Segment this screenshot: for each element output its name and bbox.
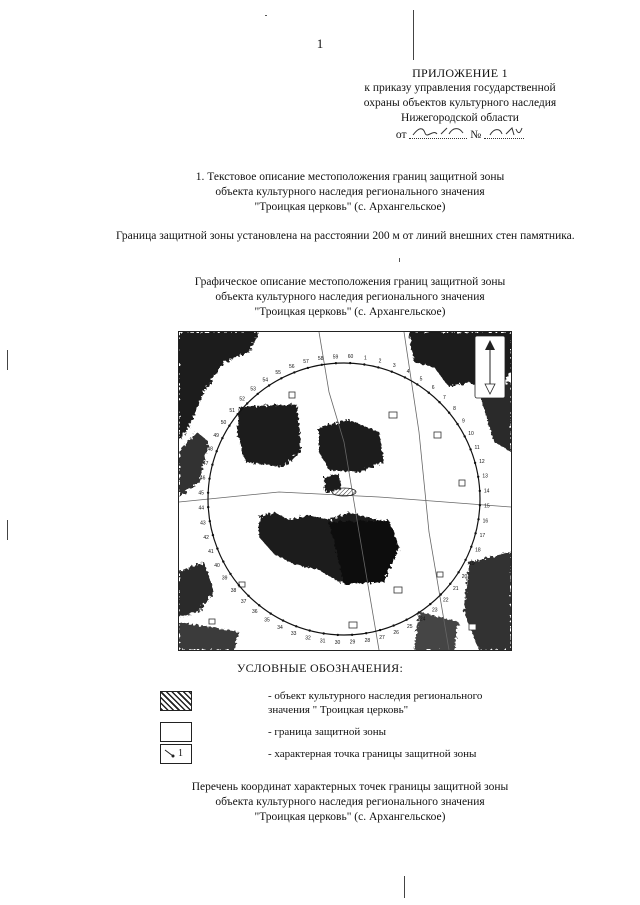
boundary-point-label: 41 [208,549,214,556]
boundary-point-label: 17 [479,533,486,539]
boundary-point [351,634,353,636]
speck [399,258,400,262]
legend-item3: - характерная точка границы защитной зоны [268,748,477,760]
boundary-swatch [160,722,192,742]
handwritten-number [484,127,524,139]
boundary-point-label: 43 [200,520,206,527]
boundary-point-label: 59 [332,354,339,361]
boundary-point-label: 50 [220,420,227,426]
boundary-point-label: 10 [468,431,474,438]
appendix-line1: к приказу управления государственной [364,82,556,94]
boundary-point-label: 27 [379,634,385,641]
boundary-point-label: 55 [275,370,281,376]
boundary-point [418,611,420,613]
boundary-point-label: 22 [443,597,449,604]
boundary-point [216,547,218,549]
boundary-point [429,603,431,605]
coordinates-list-heading [120,780,580,825]
scan-line-left [7,350,8,370]
boundary-point [207,506,209,508]
boundary-point-label: 45 [198,490,204,497]
section1-heading [120,170,580,215]
north-arrow-icon [475,336,505,398]
boundary-point-label: 11 [474,444,480,451]
boundary-point-label: 35 [264,617,270,624]
hatch-swatch [160,691,192,711]
boundary-point [337,634,339,636]
boundary-point [212,534,214,536]
scan-line-bottom [404,876,405,898]
boundary-point [449,583,451,585]
handwritten-date [409,127,467,139]
boundary-point [349,362,351,364]
boundary-point [228,425,230,427]
boundary-point-label: 60 [347,354,354,361]
graphic-heading [120,275,580,320]
boundary-point-label: 13 [482,473,488,480]
boundary-point-label: 30 [334,639,341,646]
boundary-point-label: 54 [262,377,269,384]
appendix-line3: Нижегородской области [401,112,519,124]
boundary-point [282,619,284,621]
boundary-point-label: 25 [407,624,413,630]
boundary-point-label: 46 [199,475,206,482]
point-symbol-label: 1 [178,748,183,759]
boundary-point [405,619,407,621]
boundary-point [208,478,210,480]
list-line2: объекта культурного наследия регионального значения [215,796,485,808]
boundary-point-label: 52 [239,396,245,403]
boundary-point-label: 14 [483,488,490,495]
boundary-point [309,629,311,631]
boundary-point [363,363,365,365]
boundary-point [474,462,476,464]
church-object [332,488,356,496]
boundary-point-label: 51 [229,407,235,414]
boundary-point-label: 4 [406,369,410,376]
boundary-point-label: 8 [453,406,456,413]
boundary-point [470,546,472,548]
legend-item-point [160,744,580,764]
boundary-point-label: 31 [319,638,326,645]
boundary-point-label: 24 [419,616,426,623]
boundary-point-label: 33 [290,630,297,637]
boundary-point [365,632,367,634]
boundary-point [477,518,479,520]
list-line1: Перечень координат характерных точек границы защитной зоны [191,781,509,793]
section1-line2: объекта культурного наследия регионального значения [215,186,485,198]
boundary-point-label: 47 [202,461,209,467]
graphic-line3: "Троицкая церковь" (с. Архангельское) [254,306,446,318]
boundary-point [416,383,418,385]
boundary-point [323,632,325,634]
boundary-point-label: 56 [289,363,295,370]
graphic-line1: Графическое описание местоположения границ защитной зоны [194,276,506,288]
boundary-point-label: 34 [277,624,283,631]
boundary-point [479,490,481,492]
list-line3: "Троицкая церковь" (с. Архангельское) [254,811,446,823]
boundary-point [247,595,249,597]
boundary-point [221,437,223,439]
boundary-point [293,371,295,373]
graphic-line2: объекта культурного наследия регионального значения [215,291,485,303]
boundary-point [379,629,381,631]
boundary-point [207,492,209,494]
legend-item-boundary [160,722,580,742]
boundary-point-label: 28 [364,638,371,645]
boundary-point [270,612,272,614]
boundary-point-label: 15 [484,503,490,510]
boundary-point [479,504,481,506]
boundary-point [246,402,248,404]
boundary-point [469,448,471,450]
boundary-point-label: 37 [240,598,247,605]
boundary-point [222,560,224,562]
boundary-point-label: 32 [305,635,311,642]
boundary-point-label: 20 [461,574,468,580]
boundary-point [404,376,406,378]
boundary-point [268,384,270,386]
boundary-point [258,604,260,606]
number-sign: № [470,129,482,141]
protection-zone-map [178,331,512,651]
boundary-point [257,393,259,395]
speck [265,15,267,16]
boundary-point-label: 7 [443,395,446,402]
boundary-point [209,520,211,522]
boundary-point-label: 12 [479,459,485,465]
boundary-point [238,584,240,586]
boundary-point-label: 49 [213,433,219,439]
legend-title: УСЛОВНЫЕ ОБОЗНАЧЕНИЯ: [236,661,404,675]
boundary-point-label: 48 [207,446,213,453]
boundary-point-label: 39 [221,575,228,582]
page-number: 1 [316,36,324,51]
legend-item1-line2: значения " Троицкая церковь" [268,704,409,716]
boundary-point-label: 42 [203,535,209,541]
boundary-point-label: 16 [482,518,489,525]
boundary-point-label: 44 [198,505,205,512]
map-svg [179,332,511,650]
boundary-point [440,593,442,595]
boundary-point [391,371,393,373]
boundary-point-label: 23 [432,607,438,614]
boundary-point [211,464,213,466]
boundary-paragraph: Граница защитной зоны установлена на расстоянии 200 м от линий внешних стен памятника. [116,230,575,242]
section1-line1: 1. Текстовое описание местоположения границ защитной зоны [195,171,505,183]
boundary-point [477,476,479,478]
legend-item2: - граница защитной зоны [268,726,387,738]
boundary-point [335,362,337,364]
boundary-point-label: 57 [303,359,309,366]
boundary-point-label: 21 [453,586,459,593]
boundary-point-label: 36 [252,608,258,615]
boundary-point-label: 1 [364,355,367,362]
boundary-point [464,435,466,437]
boundary-point-label: 3 [392,363,396,370]
boundary-point [428,392,430,394]
boundary-point [392,624,394,626]
characteristic-points [198,354,490,646]
boundary-point-label: 19 [469,561,475,567]
legend-item-object [160,689,580,723]
boundary-point [229,573,231,575]
boundary-point [237,413,239,415]
boundary-point [295,625,297,627]
boundary-point-label: 53 [250,386,256,393]
appendix-block [340,66,580,143]
boundary-point-label: 29 [349,639,356,646]
boundary-point-label: 26 [393,630,399,637]
appendix-line2: охраны объектов культурного наследия [363,97,557,109]
boundary-point-label: 5 [419,376,423,383]
boundary-point-label: 38 [230,587,237,594]
boundary-point [216,450,218,452]
boundary-point [280,377,282,379]
section1-line3: "Троицкая церковь" (с. Архангельское) [254,201,446,213]
boundary-point [456,423,458,425]
boundary-point-label: 58 [317,355,324,362]
appendix-date-line [340,126,580,143]
date-prefix: от [395,129,407,141]
boundary-point-label: 6 [431,385,435,392]
legend-item1-line1: - объект культурного наследия регионального [268,690,483,702]
boundary-point [438,401,440,403]
boundary-point [448,412,450,414]
appendix-title: ПРИЛОЖЕНИЕ 1 [412,66,508,80]
boundary-point [457,571,459,573]
boundary-point [321,364,323,366]
boundary-point [464,559,466,561]
scan-line-left-2 [7,520,8,540]
boundary-point [377,366,379,368]
boundary-point-label: 9 [462,418,465,425]
point-swatch [160,744,192,764]
boundary-point [307,367,309,369]
scan-line-top [413,10,414,60]
boundary-point-label: 40 [214,562,220,569]
boundary-point-label: 18 [475,547,481,554]
boundary-point [474,532,476,534]
boundary-point-label: 2 [378,358,382,365]
